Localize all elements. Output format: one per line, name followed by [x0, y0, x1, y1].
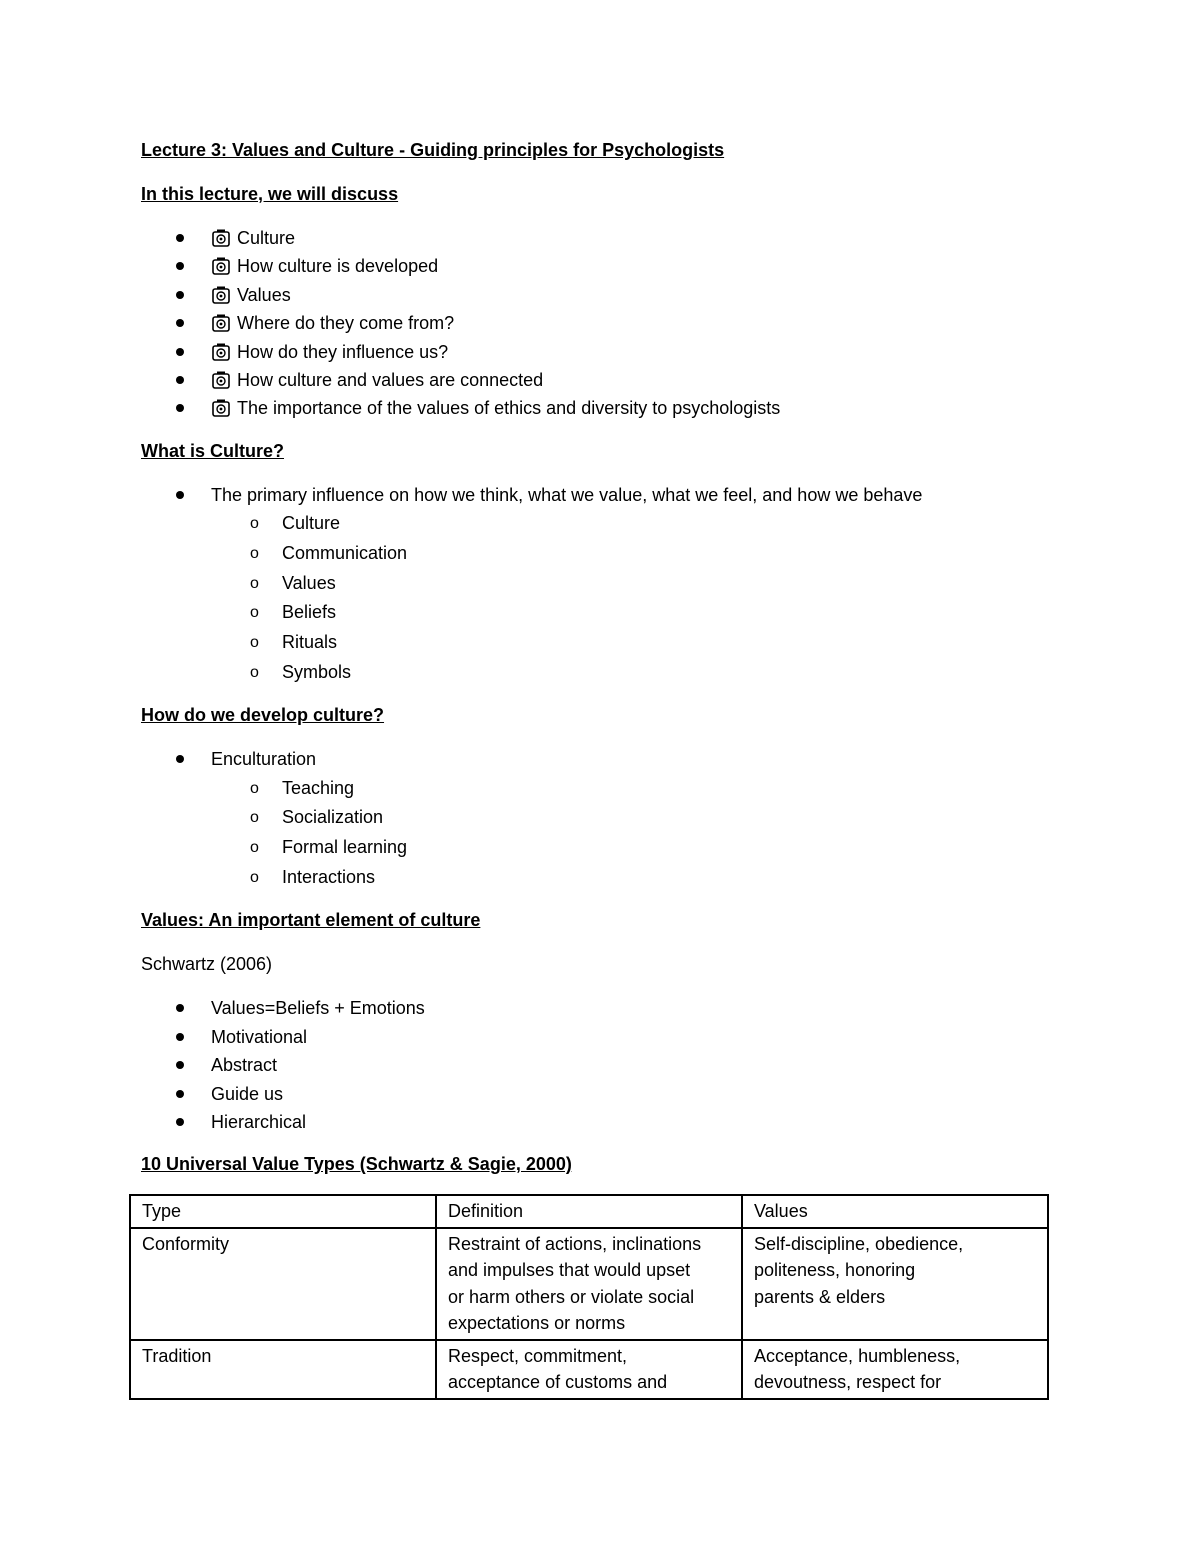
phone-book-icon	[211, 371, 231, 389]
bullet-icon	[176, 491, 184, 499]
list-item	[141, 309, 1061, 337]
values-cell	[742, 1340, 1048, 1399]
sub-bullet-marker: o	[250, 574, 259, 592]
bullet-icon	[176, 376, 184, 384]
phone-book-icon	[211, 286, 231, 304]
cell-line: or harm others or violate social	[448, 1286, 695, 1307]
column-header: Values	[742, 1195, 1048, 1228]
list-item-text: The primary influence on how we think, what we value, what we feel, and how we behave	[211, 484, 923, 505]
type-cell: Conformity	[130, 1228, 436, 1340]
bullet-icon	[176, 1118, 184, 1126]
phone-book-icon	[211, 314, 231, 332]
list-item-text: Rituals	[282, 631, 338, 652]
list-item	[141, 509, 1061, 539]
list-item-text: Guide us	[211, 1083, 284, 1104]
bullet-icon	[176, 755, 184, 763]
sub-bullet-marker: o	[250, 515, 259, 533]
cell-line: Respect, commitment,	[448, 1345, 628, 1366]
list-item	[141, 658, 1061, 688]
list-item	[141, 539, 1061, 569]
values-cell	[742, 1228, 1048, 1340]
list-item	[141, 1080, 1061, 1108]
list-item-text: How culture and values are connected	[237, 369, 544, 390]
column-header: Type	[130, 1195, 436, 1228]
bullet-icon	[176, 1004, 184, 1012]
list-item-text: Culture	[282, 513, 341, 534]
sub-bullet-marker: o	[250, 779, 259, 797]
list-item	[141, 252, 1061, 280]
list-item-text: Interactions	[282, 866, 376, 887]
bullet-icon	[176, 291, 184, 299]
cell-line: expectations or norms	[448, 1313, 626, 1334]
bullet-icon	[176, 262, 184, 270]
cell-line: parents & elders	[754, 1286, 886, 1307]
list-item-text: Values	[282, 572, 336, 593]
page-title: Lecture 3: Values and Culture - Guiding principles for Psychologists	[141, 140, 725, 160]
list-item-text: The importance of the values of ethics and diversity to psychologists	[237, 398, 781, 419]
culture-heading: What is Culture?	[141, 440, 284, 461]
cell-line: politeness, honoring	[754, 1260, 916, 1281]
list-item	[141, 994, 1061, 1022]
list-item-text: How culture is developed	[237, 256, 439, 277]
bullet-icon	[176, 1090, 184, 1098]
list-item-text: Abstract	[211, 1055, 278, 1076]
list-item	[141, 598, 1061, 628]
value-types-table	[129, 1194, 1049, 1400]
bullet-icon	[176, 404, 184, 412]
list-item	[141, 1023, 1061, 1051]
list-item	[141, 569, 1061, 599]
list-item-text: Teaching	[282, 777, 355, 798]
list-item	[141, 863, 1061, 893]
sub-bullet-marker: o	[250, 839, 259, 857]
list-item-text: Culture	[237, 228, 296, 248]
list-item-text: Beliefs	[282, 602, 337, 623]
cell-line: and impulses that would upset	[448, 1260, 691, 1281]
sub-bullet-marker: o	[250, 809, 259, 827]
list-item-text: Symbols	[282, 661, 352, 682]
develop-list	[141, 745, 1061, 773]
phone-book-icon	[211, 257, 231, 275]
cell-line: Self-discipline, obedience,	[754, 1233, 964, 1254]
list-item	[141, 745, 1061, 773]
type-cell: Tradition	[130, 1340, 436, 1399]
table-header-row	[130, 1195, 1048, 1228]
sub-bullet-marker: o	[250, 604, 259, 622]
citation: Schwartz (2006)	[141, 954, 273, 975]
bullet-icon	[176, 319, 184, 327]
document-page	[141, 138, 1061, 1400]
phone-book-icon	[211, 343, 231, 361]
list-item	[141, 481, 1061, 509]
list-item	[141, 394, 1061, 422]
list-item-text: Socialization	[282, 807, 384, 828]
develop-heading: How do we develop culture?	[141, 705, 385, 726]
sub-bullet-marker: o	[250, 868, 259, 886]
bullet-icon	[176, 1033, 184, 1041]
list-item-text: Enculturation	[211, 749, 317, 770]
list-item	[141, 366, 1061, 394]
list-item	[141, 1051, 1061, 1079]
list-item	[141, 833, 1061, 863]
cell-line: acceptance of customs and	[448, 1372, 668, 1393]
list-item-text: Values=Beliefs + Emotions	[211, 998, 425, 1019]
sub-bullet-marker: o	[250, 633, 259, 651]
cell-line: Acceptance, humbleness,	[754, 1345, 961, 1366]
table-row	[130, 1340, 1048, 1399]
list-item-text: Communication	[282, 542, 408, 563]
definition-cell	[436, 1228, 742, 1340]
bullet-icon	[176, 234, 184, 242]
culture-list	[141, 481, 1061, 509]
values-heading: Values: An important element of culture	[141, 910, 481, 931]
cell-line: Restraint of actions, inclinations	[448, 1233, 702, 1254]
list-item-text: How do they influence us?	[237, 341, 449, 362]
list-item-text: Motivational	[211, 1026, 308, 1047]
list-item	[141, 281, 1061, 309]
phone-book-icon	[211, 399, 231, 417]
sub-bullet-marker: o	[250, 663, 259, 681]
list-item-text: Formal learning	[282, 837, 408, 858]
table-row	[130, 1228, 1048, 1340]
phone-book-icon	[211, 229, 231, 247]
values-list	[141, 994, 1061, 1136]
definition-cell	[436, 1340, 742, 1399]
value-types-heading: 10 Universal Value Types (Schwartz & Sagie, 2000)	[141, 1154, 572, 1175]
list-item	[141, 628, 1061, 658]
cell-line: devoutness, respect for	[754, 1372, 942, 1393]
list-item	[141, 774, 1061, 804]
list-item-text: Where do they come from?	[237, 313, 455, 334]
column-header: Definition	[436, 1195, 742, 1228]
list-item-text: Values	[237, 284, 291, 305]
culture-sublist	[141, 509, 1061, 687]
list-item	[141, 338, 1061, 366]
sub-bullet-marker: o	[250, 544, 259, 562]
bullet-icon	[176, 1061, 184, 1069]
list-item-text: Hierarchical	[211, 1111, 307, 1132]
develop-sublist	[141, 774, 1061, 893]
intro-list	[141, 224, 1061, 423]
list-item	[141, 803, 1061, 833]
list-item	[141, 1108, 1061, 1136]
list-item	[141, 224, 1061, 252]
intro-heading: In this lecture, we will discuss	[141, 184, 399, 204]
bullet-icon	[176, 348, 184, 356]
